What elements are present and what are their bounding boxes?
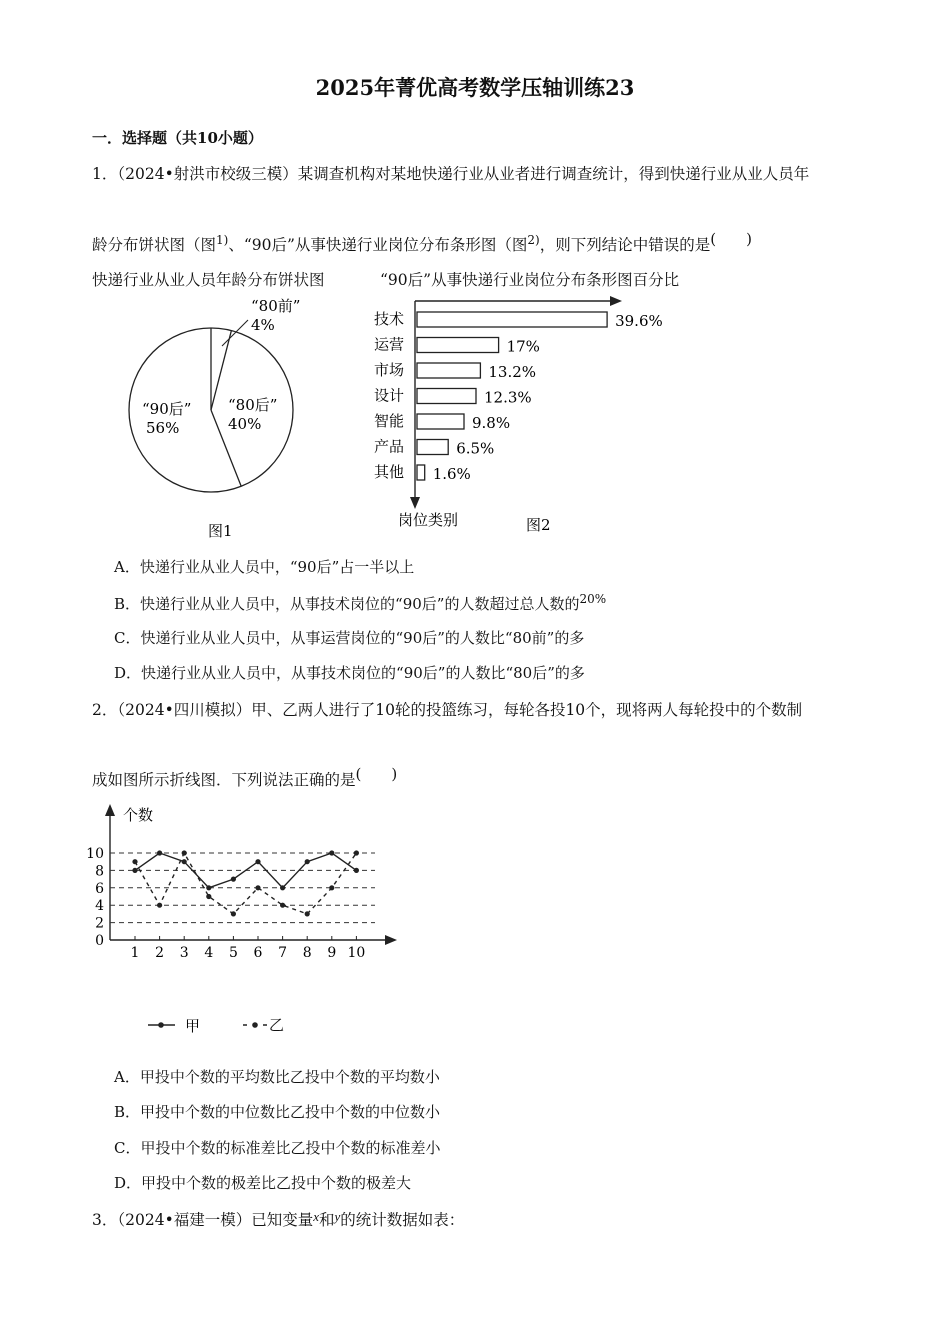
q3-line1 <box>92 1208 464 1230</box>
bar-category-label: 技术 <box>374 310 405 328</box>
line-point-yi <box>329 885 334 890</box>
line-point-jia <box>231 877 236 882</box>
option-letter: A． <box>114 558 140 576</box>
line-x-tick-label: 6 <box>253 945 263 961</box>
line-y-tick-label: 2 <box>95 915 104 932</box>
bar-rect <box>417 389 476 404</box>
q1-line1 <box>92 162 809 184</box>
line-x-tick-label: 9 <box>327 945 337 961</box>
page-title: 2025年菁优高考数学压轴训练23 <box>315 75 635 100</box>
q2-line1 <box>92 698 802 720</box>
option-text: 快递行业从业人员中，从事技术岗位的“90后”的人数比“80后”的多 <box>141 664 585 682</box>
q2-line2 <box>92 763 397 790</box>
line-y-tick-label: 6 <box>95 880 104 897</box>
line-x-tick-label: 2 <box>155 945 165 961</box>
pie-chart-title: 快递行业从业人员年龄分布饼状图 <box>92 271 325 289</box>
line-point-jia <box>329 850 334 855</box>
q2-text-line1: （2024•四川模拟）甲、乙两人进行了10轮的投篮练习，每轮各投10个，现将两人每轮投中的个数制 <box>117 701 803 719</box>
pie-label-90hou: “90后” <box>142 400 192 418</box>
line-point-yi <box>280 903 285 908</box>
line-y-tick-label: 4 <box>95 898 104 915</box>
q1-option-b[interactable] <box>114 592 606 614</box>
option-letter: C． <box>114 629 141 647</box>
bar-category-label: 运营 <box>374 335 405 354</box>
q2-option-a[interactable] <box>114 1066 440 1087</box>
line-point-yi <box>231 911 236 916</box>
bar-axis-label: 岗位类别 <box>398 511 459 529</box>
pie-pct-90hou: 56% <box>146 419 180 437</box>
line-point-yi <box>132 859 137 864</box>
line-point-jia <box>280 885 285 890</box>
bar-series <box>374 310 663 483</box>
bar-category-label: 设计 <box>374 386 405 405</box>
line-point-jia <box>255 859 260 864</box>
line-point-yi <box>354 850 359 855</box>
bar-category-label: 市场 <box>374 361 405 379</box>
legend-label-yi: 乙 <box>269 1016 285 1034</box>
legend-dashed-marker <box>252 1022 258 1028</box>
option-percent: 20% <box>579 592 607 606</box>
line-point-jia <box>354 868 359 873</box>
bar-category-label: 智能 <box>374 412 405 430</box>
q2-text-line2: 成如图所示折线图．下列说法正确的是 <box>92 771 356 790</box>
line-point-yi <box>182 850 187 855</box>
pie-pct-80hou: 40% <box>228 415 262 433</box>
option-text: 甲投中个数的标准差比乙投中个数的标准差小 <box>140 1139 441 1157</box>
bar-rect <box>417 363 480 378</box>
line-point-jia <box>206 885 211 890</box>
line-point-yi <box>255 885 260 890</box>
line-gridlines <box>110 853 375 923</box>
line-x-tick-label: 4 <box>204 945 214 961</box>
bar-x-arrow <box>610 296 622 306</box>
q3-text-b: 和 <box>319 1211 335 1229</box>
q1-text-a: 龄分布饼状图（图 <box>92 236 217 255</box>
bar-value-label: 12.3% <box>484 388 532 407</box>
option-letter: D． <box>114 1174 142 1192</box>
q3-var-y: y <box>334 1209 341 1224</box>
line-y-ticks <box>86 846 104 949</box>
line-y-tick-label: 10 <box>86 846 104 862</box>
pie-caption: 图1 <box>208 522 233 540</box>
line-point-yi <box>305 911 310 916</box>
line-x-arrow <box>385 935 397 945</box>
bar-y-arrow <box>410 497 420 509</box>
bar-value-label: 6.5% <box>456 439 495 458</box>
q1-answer-paren: ( ) <box>710 230 752 248</box>
line-x-tick-label: 8 <box>302 945 312 961</box>
option-text: 甲投中个数的中位数比乙投中个数的中位数小 <box>140 1103 441 1121</box>
bar-value-label: 17% <box>506 337 540 356</box>
bar-rect <box>417 465 425 480</box>
line-y-label: 个数 <box>123 806 154 824</box>
bar-category-label: 产品 <box>374 437 405 456</box>
bar-value-label: 39.6% <box>615 312 663 330</box>
q1-fig1-ref: 1) <box>216 233 229 247</box>
bar-category-label: 其他 <box>374 463 405 481</box>
line-x-tick-label: 5 <box>228 945 238 961</box>
bar-rect <box>417 414 464 429</box>
line-x-tick-label: 10 <box>347 945 366 961</box>
q1-option-a[interactable] <box>114 556 414 577</box>
option-text: 快递行业从业人员中，“90后”占一半以上 <box>139 558 415 576</box>
q1-text-line1: （2024•射洪市校级三模）某调查机构对某地快递行业从业者进行调查统计，得到快递行业从业人员年 <box>117 165 810 183</box>
q1-text-b: 、“90后”从事快递行业岗位分布条形图（图 <box>228 236 528 255</box>
line-point-yi <box>206 894 211 899</box>
q3-var-x: x <box>313 1209 319 1224</box>
pie-pct-80qian: 4% <box>251 316 275 334</box>
bar-rect <box>417 440 448 455</box>
bar-rect <box>417 338 499 353</box>
q2-option-c[interactable] <box>114 1137 441 1158</box>
line-point-jia <box>132 868 137 873</box>
option-letter: A． <box>114 1068 140 1086</box>
pie-label-80hou: “80后” <box>228 396 278 414</box>
option-letter: B． <box>114 595 141 613</box>
section-heading: 一．选择题（共10小题） <box>92 129 263 147</box>
bar-chart <box>360 290 690 540</box>
q2-option-b[interactable] <box>114 1101 440 1122</box>
bar-caption: 图2 <box>526 516 551 534</box>
line-y-tick-label: 8 <box>95 863 104 880</box>
q3-text-a: （2024•福建一模）已知变量 <box>117 1211 314 1229</box>
bar-rect <box>417 312 607 327</box>
line-x-tick-label: 3 <box>179 945 189 961</box>
option-text: 甲投中个数的极差比乙投中个数的极差大 <box>141 1174 412 1192</box>
line-x-tick-label: 7 <box>278 945 288 961</box>
q3-number: 3． <box>92 1211 118 1229</box>
q1-number: 1． <box>92 165 118 183</box>
pie-label-80qian: “80前” <box>251 297 301 315</box>
legend-solid-marker <box>158 1022 164 1028</box>
pie-leader-line <box>222 320 248 346</box>
bar-value-label: 1.6% <box>432 465 471 483</box>
line-point-jia <box>305 859 310 864</box>
option-text: 快递行业从业人员中，从事运营岗位的“90后”的人数比“80前”的多 <box>140 629 585 647</box>
option-letter: C． <box>114 1139 141 1157</box>
bar-value-label: 13.2% <box>488 363 537 381</box>
line-series <box>132 850 359 916</box>
bar-chart-title: “90后”从事快递行业岗位分布条形图百分比 <box>380 271 680 289</box>
line-y-tick-label: 0 <box>95 933 104 949</box>
line-point-jia <box>157 850 162 855</box>
q1-fig2-ref: 2) <box>527 233 540 247</box>
line-y-arrow <box>105 804 115 816</box>
q1-option-c[interactable] <box>114 627 584 648</box>
line-chart <box>85 800 415 970</box>
option-text: 快递行业从业人员中，从事技术岗位的“90后”的人数超过总人数的 <box>140 595 580 613</box>
q3-text-c: 的统计数据如表： <box>340 1211 465 1229</box>
q2-option-d[interactable] <box>114 1172 411 1193</box>
line-x-tick-label: 1 <box>130 945 140 961</box>
line-point-yi <box>157 903 162 908</box>
q2-number: 2． <box>92 701 118 719</box>
option-text: 甲投中个数的平均数比乙投中个数的平均数小 <box>139 1068 440 1086</box>
line-legend <box>145 1012 275 1038</box>
line-point-jia <box>182 859 187 864</box>
q1-text-c: ，则下列结论中错误的是 <box>539 236 711 255</box>
pie-chart <box>120 290 310 550</box>
option-letter: D． <box>114 664 142 682</box>
option-letter: B． <box>114 1103 141 1121</box>
q1-line2 <box>92 228 752 255</box>
q1-option-d[interactable] <box>114 662 585 683</box>
bar-value-label: 9.8% <box>472 414 511 432</box>
q2-answer-paren: ( ) <box>355 765 398 783</box>
legend-label-jia: 甲 <box>185 1017 201 1035</box>
